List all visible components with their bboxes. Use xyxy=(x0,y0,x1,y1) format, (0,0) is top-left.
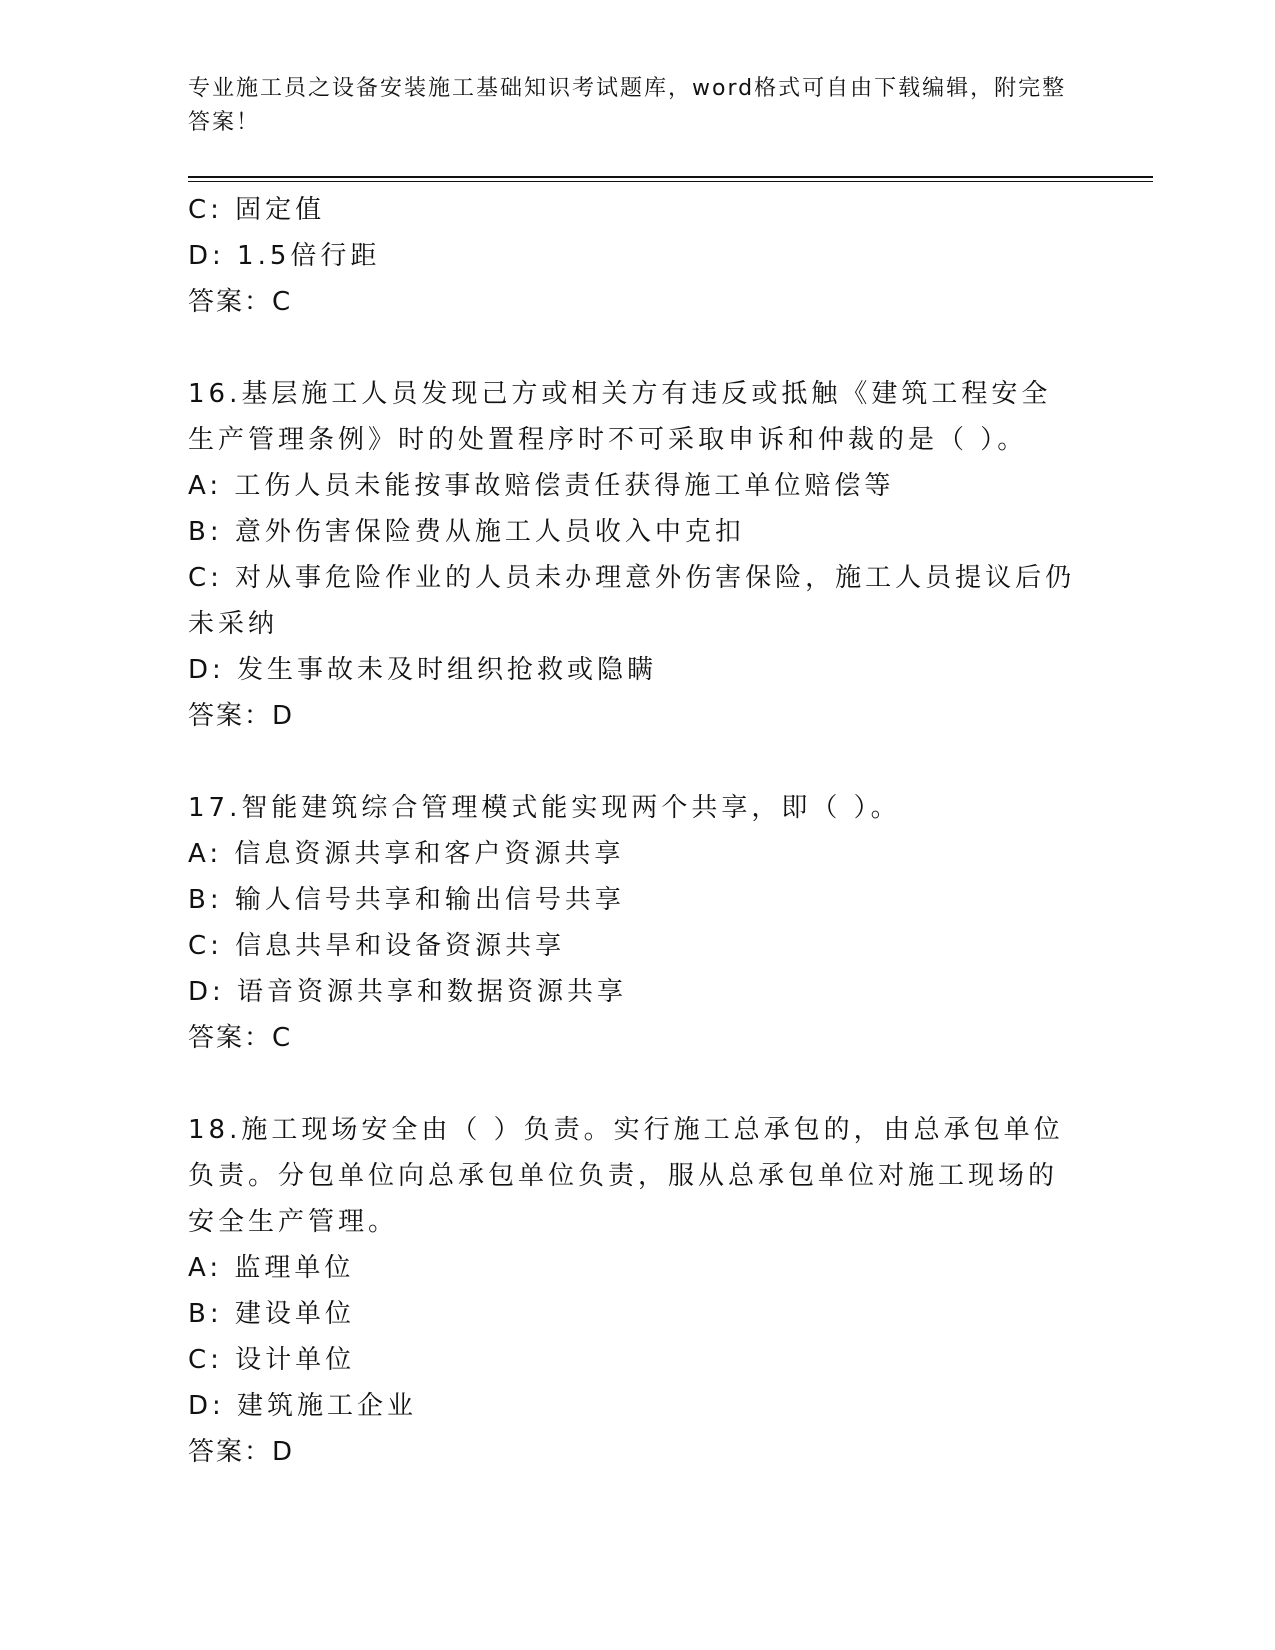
option-d: D: 发生事故未及时组织抢救或隐瞒 xyxy=(188,655,658,685)
option-a: A: 工伤人员未能按事故赔偿责任获得施工单位赔偿等 xyxy=(188,471,895,501)
document-body xyxy=(188,187,1078,1475)
question-18 xyxy=(188,1107,1078,1475)
answer-line: 答案：C xyxy=(188,1023,293,1053)
question-16 xyxy=(188,371,1078,739)
option-d: D: 建筑施工企业 xyxy=(188,1391,418,1421)
header-divider-thick xyxy=(188,176,1153,178)
answer-line: 答案：D xyxy=(188,1437,295,1467)
document-header: 专业施工员之设备安装施工基础知识考试题库，word格式可自由下载编辑，附完整答案！ xyxy=(188,76,1067,135)
option-d: D: 语音资源共享和数据资源共享 xyxy=(188,977,628,1007)
question-15-tail xyxy=(188,187,1078,325)
option-c: C: 对从事危险作业的人员未办理意外伤害保险，施工人员提议后仍未采纳 xyxy=(188,563,1076,639)
answer-line: 答案：C xyxy=(188,287,293,317)
answer-line: 答案：D xyxy=(188,701,295,731)
question-stem: 18.施工现场安全由（ ）负责。实行施工总承包的，由总承包单位负责。分包单位向总承包单位负责，服从总承包单位对施工现场的安全生产管理。 xyxy=(188,1115,1064,1237)
question-stem: 17.智能建筑综合管理模式能实现两个共享，即（ ）。 xyxy=(188,793,901,823)
option-b: B: 输人信号共享和输出信号共享 xyxy=(188,885,625,915)
spacer xyxy=(188,739,1078,785)
option-b: B: 建设单位 xyxy=(188,1299,355,1329)
option-c: C: 固定值 xyxy=(188,195,326,225)
option-a: A: 信息资源共享和客户资源共享 xyxy=(188,839,625,869)
option-c: C: 信息共旱和设备资源共享 xyxy=(188,931,566,961)
option-d: D: 1.5倍行距 xyxy=(188,241,381,271)
question-17 xyxy=(188,785,1078,1061)
question-stem: 16.基层施工人员发现己方或相关方有违反或抵触《建筑工程安全生产管理条例》时的处置程序时不可采取申诉和仲裁的是（ ）。 xyxy=(188,379,1052,455)
option-b: B: 意外伤害保险费从施工人员收入中克扣 xyxy=(188,517,745,547)
option-a: A: 监理单位 xyxy=(188,1253,355,1283)
spacer xyxy=(188,325,1078,371)
option-c: C: 设计单位 xyxy=(188,1345,356,1375)
header-divider-thin xyxy=(188,181,1153,182)
spacer xyxy=(188,1061,1078,1107)
